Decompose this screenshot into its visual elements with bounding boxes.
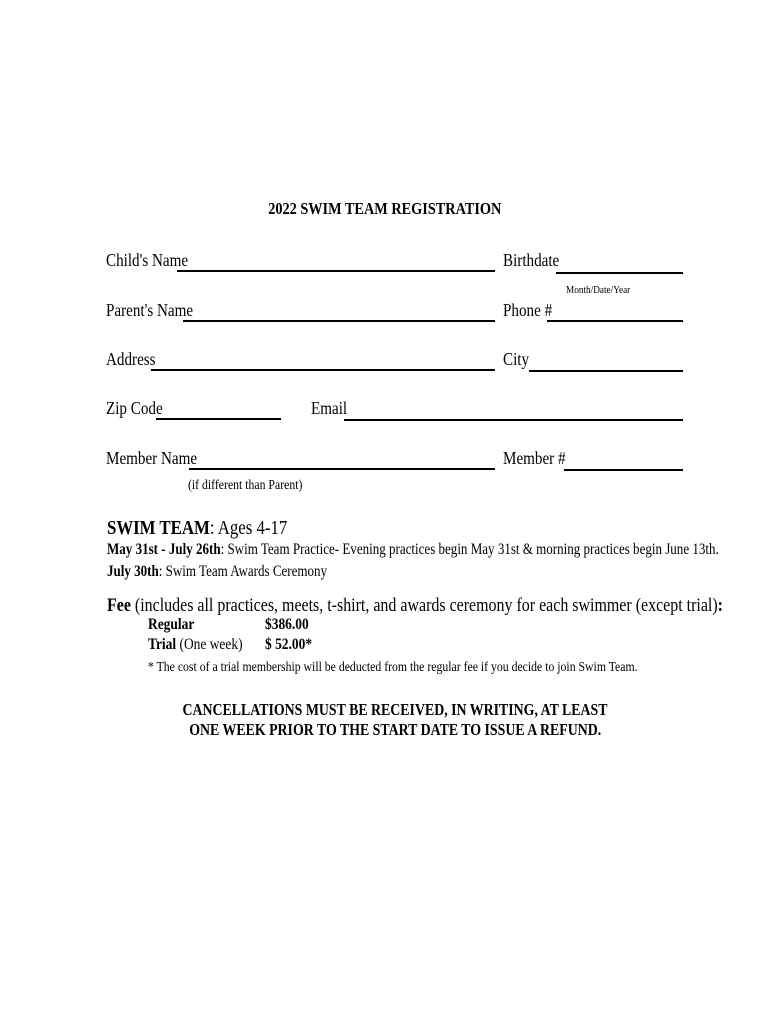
birthdate-label: Birthdate (503, 250, 560, 270)
city-field[interactable] (529, 370, 683, 372)
fee-trial-price: $ 52.00* (265, 636, 313, 653)
member-name-field[interactable] (189, 468, 495, 470)
parent-name-label: Parent's Name (106, 300, 194, 320)
parent-name-field[interactable] (183, 320, 495, 322)
address-label: Address (106, 349, 156, 369)
member-number-field[interactable] (564, 469, 683, 471)
fee-trial-label: Trial (One week) (148, 636, 243, 653)
fee-regular-price: $386.00 (265, 616, 309, 633)
zip-field[interactable] (156, 418, 281, 420)
phone-field[interactable] (547, 320, 683, 322)
cancellation-notice-line2: ONE WEEK PRIOR TO THE START DATE TO ISSUE A REFUND. (189, 720, 601, 739)
email-label: Email (311, 398, 348, 418)
phone-label: Phone # (503, 300, 553, 320)
trial-footnote: * The cost of a trial membership will be deducted from the regular fee if you decide to join Swim Team. (148, 660, 638, 675)
practice-schedule: May 31st - July 26th: Swim Team Practice- Evening practices begin May 31st & morning practices begin June 13th. (107, 541, 719, 558)
zip-label: Zip Code (106, 398, 163, 418)
swim-team-heading: SWIM TEAM: Ages 4-17 (107, 517, 288, 539)
fee-description: Fee (includes all practices, meets, t-shirt, and awards ceremony for each swimmer (except trial): (107, 595, 723, 616)
address-field[interactable] (151, 369, 495, 371)
birthdate-hint: Month/Date/Year (566, 284, 631, 296)
birthdate-field[interactable] (556, 272, 683, 274)
child-name-label: Child's Name (106, 250, 189, 270)
member-name-label: Member Name (106, 448, 198, 468)
child-name-field[interactable] (177, 270, 495, 272)
fee-regular-label: Regular (148, 616, 195, 633)
form-title: 2022 SWIM TEAM REGISTRATION (268, 199, 502, 218)
email-field[interactable] (344, 419, 683, 421)
cancellation-notice-line1: CANCELLATIONS MUST BE RECEIVED, IN WRITING, AT LEAST (182, 700, 608, 719)
member-name-hint: (if different than Parent) (188, 478, 303, 493)
awards-ceremony: July 30th: Swim Team Awards Ceremony (107, 563, 328, 580)
member-number-label: Member # (503, 448, 566, 468)
city-label: City (503, 349, 530, 369)
